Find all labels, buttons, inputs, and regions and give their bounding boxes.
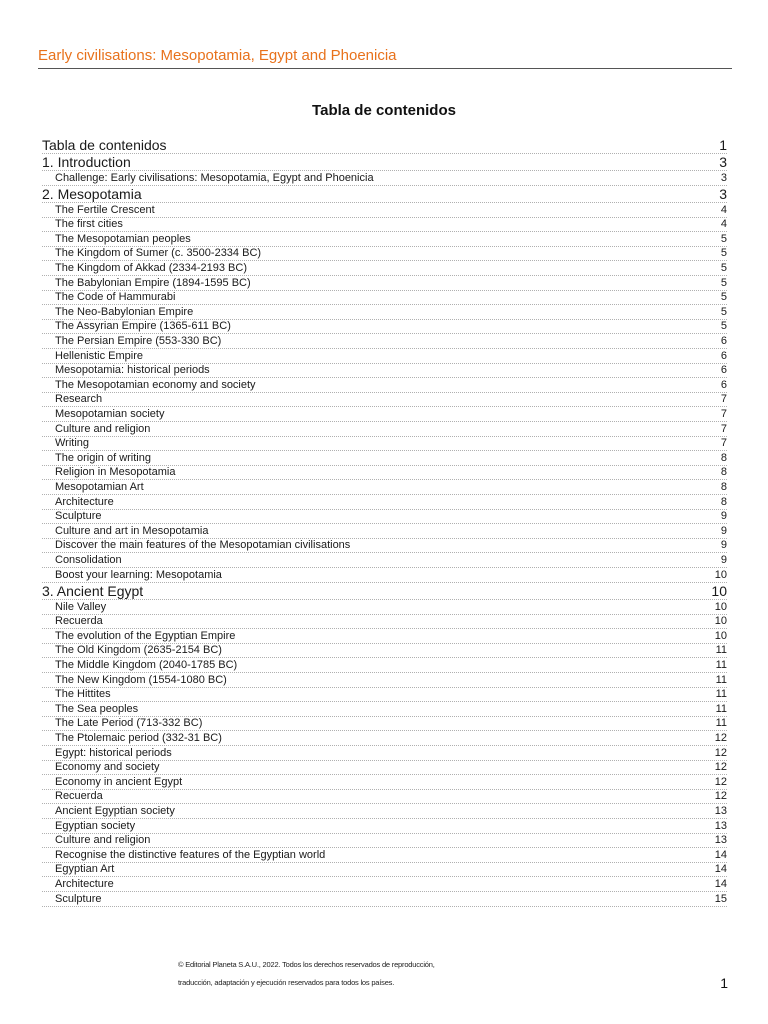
toc-entry-label: Writing [55,437,90,450]
toc-entry[interactable] [42,364,727,379]
toc-entry-label: Nile Valley [55,600,107,613]
toc-entry-label: The Old Kingdom (2635-2154 BC) [55,644,222,657]
toc-entry-page: 7 [720,422,727,435]
toc-entry[interactable] [42,688,727,703]
toc-entry-page: 6 [720,378,727,391]
copyright-line-1: © Editorial Planeta S.A.U., 2022. Todos los derechos reservados de reproducción, [178,960,435,969]
toc-entry-label: Mesopotamian Art [55,480,144,493]
toc-entry-label: The New Kingdom (1554-1080 BC) [55,673,227,686]
toc-entry-page: 15 [714,892,727,905]
toc-entry-label: Egypt: historical periods [55,746,172,759]
toc-entry[interactable] [42,834,727,849]
toc-entry-label: Research [55,393,103,406]
toc-entry-page: 11 [715,717,727,730]
toc-entry[interactable] [42,393,727,408]
toc-entry-page: 5 [720,262,727,275]
toc-entry-label: Sculpture [55,892,102,905]
toc-entry-label: The Mesopotamian economy and society [55,378,256,391]
toc-entry-page: 7 [720,437,727,450]
toc-entry-label: Culture and religion [55,834,151,847]
toc-entry[interactable] [42,775,727,790]
toc-entry[interactable] [42,629,727,644]
toc-entry-page: 8 [720,451,727,464]
toc-entry[interactable] [42,437,727,452]
toc-entry[interactable] [42,615,727,630]
toc-entry-label: The Kingdom of Sumer (c. 3500-2334 BC) [55,247,262,260]
toc-entry[interactable] [42,819,727,834]
toc-entry[interactable] [42,804,727,819]
toc-entry[interactable] [42,731,727,746]
toc-entry[interactable] [42,877,727,892]
toc-entry[interactable] [42,480,727,495]
toc-entry-page: 9 [720,539,727,552]
toc-entry-page: 10 [714,568,727,581]
toc-entry-label: 1. Introduction [42,154,131,170]
toc-section-entry[interactable] [42,583,727,601]
toc-entry-label: Egyptian Art [55,863,115,876]
toc-entry[interactable] [42,407,727,422]
toc-entry-label: The Neo-Babylonian Empire [55,305,194,318]
toc-entry[interactable] [42,644,727,659]
toc-entry[interactable] [42,510,727,525]
toc-entry-page: 12 [714,790,727,803]
toc-entry-label: The Babylonian Empire (1894-1595 BC) [55,276,251,289]
toc-entry[interactable] [42,892,727,907]
toc-entry-label: The Hittites [55,688,111,701]
toc-entry[interactable] [42,790,727,805]
toc-entry[interactable] [42,261,727,276]
toc-entry[interactable] [42,524,727,539]
toc-entry-page: 12 [714,761,727,774]
toc-entry-label: Boost your learning: Mesopotamia [55,568,222,581]
toc-entry[interactable] [42,600,727,615]
toc-entry-label: Religion in Mesopotamia [55,466,176,479]
toc-entry-label: The Assyrian Empire (1365-611 BC) [55,320,231,333]
toc-entry[interactable] [42,291,727,306]
toc-entry-label: Egyptian society [55,819,136,832]
toc-entry-label: The Kingdom of Akkad (2334-2193 BC) [55,262,248,275]
toc-entry-page: 5 [720,320,727,333]
toc-entry-label: Culture and religion [55,422,151,435]
toc-entry-page: 4 [720,218,727,231]
toc-entry[interactable] [42,717,727,732]
toc-entry-page: 3 [719,186,727,203]
toc-entry-label: The Late Period (713-332 BC) [55,717,203,730]
toc-entry-page: 13 [714,834,727,847]
toc-entry-page: 3 [720,171,727,184]
toc-entry-label: Recuerda [55,615,103,628]
toc-entry-label: Tabla de contenidos [42,136,167,153]
copyright-line-2: traducción, adaptación y ejecución reservados para todos los países. [178,978,395,987]
toc-entry[interactable] [42,171,727,186]
toc-entry-page: 5 [720,232,727,245]
toc-entry-label: The Code of Hammurabi [55,291,176,304]
toc-entry-page: 10 [714,629,727,642]
toc-entry-page: 8 [720,495,727,508]
toc-entry-label: Recognise the distinctive features of the Egyptian world [55,848,326,861]
toc-entry[interactable] [42,702,727,717]
toc-entry-page: 10 [711,583,727,600]
toc-entry[interactable] [42,232,727,247]
toc-entry-page: 13 [714,819,727,832]
toc-entry-label: Economy in ancient Egypt [55,775,183,788]
toc-entry[interactable] [42,203,727,218]
toc-entry[interactable] [42,761,727,776]
toc-entry[interactable] [42,320,727,335]
toc-entry[interactable] [42,218,727,233]
toc-entry-page: 6 [720,364,727,377]
toc-entry-page: 8 [720,480,727,493]
toc-entry-page: 12 [714,731,727,744]
toc-entry-page: 9 [720,553,727,566]
toc-section-entry[interactable] [42,136,727,154]
toc-entry-page: 6 [720,335,727,348]
toc-entry-page: 7 [720,408,727,420]
toc-entry-page: 9 [720,510,727,523]
page-number: 1 [720,975,728,991]
toc-entry[interactable] [42,673,727,688]
toc-entry-page: 11 [715,702,727,715]
toc-entry-page: 14 [714,863,727,876]
toc-entry-label: The Mesopotamian peoples [55,232,191,245]
toc-entry-page: 12 [714,775,727,788]
toc-entry-label: The Persian Empire (553-330 BC) [55,335,222,348]
toc-entry-page: 5 [720,247,727,260]
document-header [38,46,732,69]
toc-entry-label: Discover the main features of the Mesopotamian civilisations [55,539,351,552]
toc-entry[interactable] [42,334,727,349]
toc-entry[interactable] [42,658,727,673]
toc-entry-label: 2. Mesopotamia [42,186,142,203]
toc-section-entry[interactable] [42,186,727,204]
toc-entry-label: Culture and art in Mesopotamia [55,524,209,537]
toc-entry-page: 13 [714,804,727,817]
toc-entry-page: 11 [715,659,727,671]
toc-entry-page: 3 [719,154,727,170]
toc-entry-page: 7 [720,393,727,406]
toc-entry[interactable] [42,276,727,291]
document-title: Early civilisations: Mesopotamia, Egypt and Phoenicia [38,47,397,64]
toc-entry[interactable] [42,349,727,364]
toc-entry[interactable] [42,553,727,568]
toc-entry-page: 5 [720,291,727,304]
toc-entry-label: Challenge: Early civilisations: Mesopotamia, Egypt and Phoenicia [55,171,374,184]
toc-entry-page: 14 [714,877,727,890]
toc-entry[interactable] [42,848,727,863]
toc-entry-label: The Sea peoples [55,702,139,715]
toc-entry-page: 10 [714,615,727,628]
toc-entry[interactable] [42,466,727,481]
toc-entry-label: Recuerda [55,790,103,803]
toc-entry-label: Sculpture [55,510,102,523]
toc-entry-page: 11 [715,644,727,657]
toc-entry[interactable] [42,539,727,554]
toc-entry-label: The evolution of the Egyptian Empire [55,629,236,642]
toc-entry-label: Mesopotamian society [55,408,165,420]
toc-entry[interactable] [42,495,727,510]
toc-entry[interactable] [42,305,727,320]
toc-entry-label: The origin of writing [55,451,151,464]
toc-entry-label: The Ptolemaic period (332-31 BC) [55,731,222,744]
toc-entry-page: 12 [714,746,727,759]
table-of-contents [42,136,727,907]
toc-section-entry[interactable] [42,154,727,172]
toc-entry-label: Mesopotamia: historical periods [55,364,210,377]
toc-entry-page: 10 [714,600,727,613]
toc-entry-page: 14 [714,848,727,861]
toc-entry-label: Consolidation [55,553,122,566]
toc-entry-page: 8 [720,466,727,479]
toc-entry-page: 11 [715,673,727,686]
toc-entry-page: 11 [715,688,727,701]
toc-entry[interactable] [42,378,727,393]
toc-entry-page: 5 [720,305,727,318]
toc-heading: Tabla de contenidos [312,102,456,119]
toc-entry-label: Hellenistic Empire [55,349,144,362]
toc-entry-label: Economy and society [55,761,160,774]
toc-entry[interactable] [42,568,727,583]
toc-entry-label: Architecture [55,495,114,508]
toc-entry-label: The first cities [55,218,123,231]
toc-entry-label: Architecture [55,877,114,890]
toc-entry[interactable] [42,451,727,466]
toc-entry-page: 1 [719,136,727,153]
toc-entry-label: The Middle Kingdom (2040-1785 BC) [55,659,238,671]
toc-entry[interactable] [42,863,727,878]
toc-entry-label: The Fertile Crescent [55,203,155,216]
toc-entry[interactable] [42,422,727,437]
toc-entry-page: 4 [720,203,727,216]
toc-entry[interactable] [42,247,727,262]
toc-entry-page: 5 [720,276,727,289]
toc-entry-page: 9 [720,524,727,537]
toc-entry-page: 6 [720,349,727,362]
toc-entry-label: 3. Ancient Egypt [42,583,144,600]
toc-entry-label: Ancient Egyptian society [55,804,175,817]
toc-entry[interactable] [42,746,727,761]
